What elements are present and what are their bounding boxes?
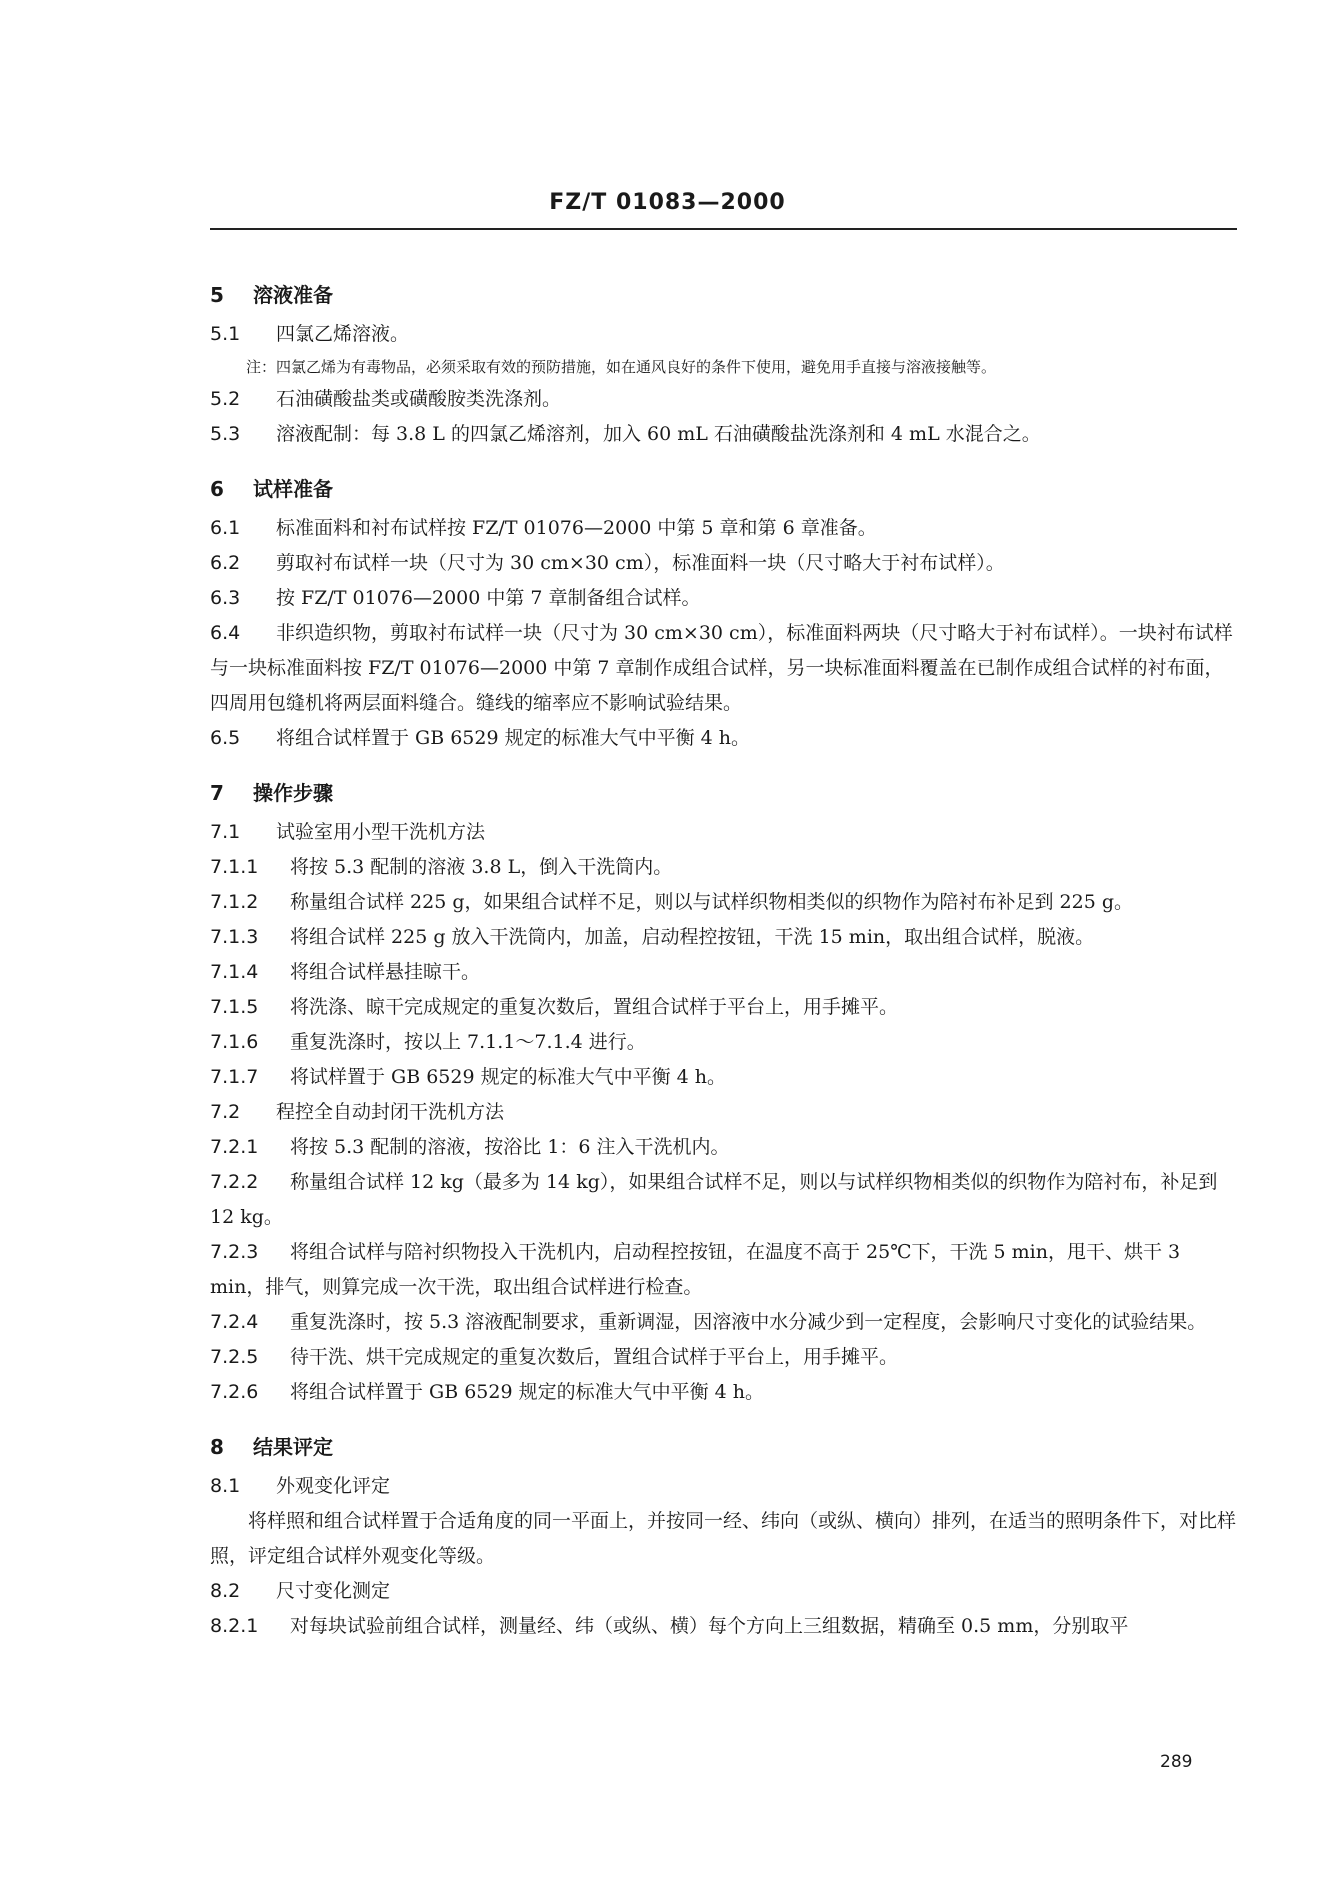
clause-number: 7.2.1 (210, 1136, 259, 1158)
clause-7-1 (210, 815, 1240, 850)
clause-text: 尺寸变化测定 (276, 1580, 391, 1602)
clause-7-2-2 (210, 1165, 1240, 1235)
clause-number: 7.1.6 (210, 1031, 259, 1053)
clause-text: 将组合试样置于 GB 6529 规定的标准大气中平衡 4 h。 (276, 727, 751, 749)
clause-text: 将组合试样 225 g 放入干洗筒内，加盖，启动程控按钮，干洗 15 min，取出组合试样，脱液。 (290, 926, 1095, 948)
clause-number: 6.5 (210, 727, 241, 749)
clause-6-5 (210, 721, 1240, 756)
clause-number: 7.2.6 (210, 1381, 259, 1403)
clause-5-2 (210, 382, 1240, 417)
clause-text: 称量组合试样 225 g，如果组合试样不足，则以与试样织物相类似的织物作为陪衬布补足到 225 g。 (290, 891, 1134, 913)
clause-8-1-paragraph: 将样照和组合试样置于合适角度的同一平面上，并按同一经、纬向（或纵、横向）排列，在适当的照明条件下，对比样照，评定组合试样外观变化等级。 (210, 1510, 1237, 1567)
clause-text: 对每块试验前组合试样，测量经、纬（或纵、横）每个方向上三组数据，精确至 0.5 mm，分别取平 (290, 1615, 1129, 1637)
document-body (210, 270, 1240, 1644)
clause-8-1 (210, 1469, 1240, 1504)
section-number: 8 (210, 1435, 224, 1459)
clause-text: 非织造织物，剪取衬布试样一块（尺寸为 30 cm×30 cm），标准面料两块（尺寸略大于衬布试样）。一块衬布试样与一块标准面料按 FZ/T 01076—2000 中第 7 章制作成组合试样，另一块标准面料覆盖在已制作成组合试样的衬布面，四周用包缝机将两层面料缝合。缝线的缩率应不影响试验结果。 (210, 622, 1233, 714)
clause-7-1-1 (210, 850, 1240, 885)
clause-text: 将组合试样悬挂晾干。 (290, 961, 481, 983)
section-number: 7 (210, 781, 224, 805)
section-6-heading (210, 472, 1240, 507)
clause-text: 重复洗涤时，按 5.3 溶液配制要求，重新调湿，因溶液中水分减少到一定程度，会影响尺寸变化的试验结果。 (290, 1311, 1207, 1333)
clause-text: 程控全自动封闭干洗机方法 (276, 1101, 505, 1123)
clause-number: 8.2 (210, 1580, 241, 1602)
clause-6-2 (210, 546, 1240, 581)
clause-text: 将洗涤、晾干完成规定的重复次数后，置组合试样于平台上，用手摊平。 (290, 996, 899, 1018)
clause-number: 7.2.5 (210, 1346, 259, 1368)
section-number: 6 (210, 477, 224, 501)
clause-number: 7.1.1 (210, 856, 259, 878)
clause-7-1-2 (210, 885, 1240, 920)
clause-number: 7.2 (210, 1101, 241, 1123)
clause-number: 7.1.2 (210, 891, 259, 913)
clause-number: 6.4 (210, 622, 241, 644)
clause-text: 将组合试样与陪衬织物投入干洗机内，启动程控按钮，在温度不高于 25℃下，干洗 5 min，甩干、烘干 3 min，排气，则算完成一次干洗，取出组合试样进行检查。 (210, 1241, 1181, 1298)
clause-text: 剪取衬布试样一块（尺寸为 30 cm×30 cm），标准面料一块（尺寸略大于衬布试样）。 (276, 552, 1005, 574)
clause-7-1-6 (210, 1025, 1240, 1060)
header-rule (210, 228, 1237, 230)
clause-text: 将试样置于 GB 6529 规定的标准大气中平衡 4 h。 (290, 1066, 727, 1088)
clause-7-1-7 (210, 1060, 1240, 1095)
clause-text: 称量组合试样 12 kg（最多为 14 kg），如果组合试样不足，则以与试样织物相类似的织物作为陪衬布，补足到 12 kg。 (210, 1171, 1218, 1228)
clause-number: 7.1.7 (210, 1066, 259, 1088)
page-number: 289 (1160, 1752, 1193, 1772)
clause-number: 7.1.5 (210, 996, 259, 1018)
clause-text: 重复洗涤时，按以上 7.1.1～7.1.4 进行。 (290, 1031, 646, 1053)
clause-number: 6.1 (210, 517, 241, 539)
clause-7-1-5 (210, 990, 1240, 1025)
section-title: 试样准备 (252, 477, 333, 501)
clause-text: 四氯乙烯溶液。 (276, 323, 410, 345)
clause-number: 7.1.3 (210, 926, 259, 948)
clause-number: 7.1.4 (210, 961, 259, 983)
clause-7-1-4 (210, 955, 1240, 990)
clause-number: 7.2.3 (210, 1241, 259, 1263)
section-title: 操作步骤 (252, 781, 333, 805)
clause-6-4 (210, 616, 1240, 721)
clause-7-2-3 (210, 1235, 1240, 1305)
clause-text: 将按 5.3 配制的溶液 3.8 L，倒入干洗筒内。 (290, 856, 673, 878)
clause-text: 将按 5.3 配制的溶液，按浴比 1：6 注入干洗机内。 (290, 1136, 730, 1158)
clause-number: 8.2.1 (210, 1615, 259, 1637)
clause-number: 7.2.4 (210, 1311, 259, 1333)
clause-text: 按 FZ/T 01076—2000 中第 7 章制备组合试样。 (276, 587, 701, 609)
clause-6-1 (210, 511, 1240, 546)
clause-number: 8.1 (210, 1475, 241, 1497)
section-number: 5 (210, 283, 224, 307)
clause-number: 5.2 (210, 388, 241, 410)
clause-text: 溶液配制：每 3.8 L 的四氯乙烯溶剂，加入 60 mL 石油磺酸盐洗涤剂和 4 mL 水混合之。 (276, 423, 1041, 445)
clause-text: 待干洗、烘干完成规定的重复次数后，置组合试样于平台上，用手摊平。 (290, 1346, 899, 1368)
clause-number: 5.1 (210, 323, 241, 345)
standard-code-header: FZ/T 01083—2000 (549, 190, 786, 215)
section-7-heading (210, 776, 1240, 811)
clause-text: 外观变化评定 (276, 1475, 391, 1497)
clause-number: 5.3 (210, 423, 241, 445)
clause-5-1 (210, 317, 1240, 352)
clause-8-2 (210, 1574, 1240, 1609)
section-title: 溶液准备 (252, 283, 333, 307)
clause-number: 6.3 (210, 587, 241, 609)
clause-number: 6.2 (210, 552, 241, 574)
section-title: 结果评定 (252, 1435, 333, 1459)
section-8-heading (210, 1430, 1240, 1465)
clause-text: 将组合试样置于 GB 6529 规定的标准大气中平衡 4 h。 (290, 1381, 765, 1403)
clause-text: 标准面料和衬布试样按 FZ/T 01076—2000 中第 5 章和第 6 章准备。 (276, 517, 877, 539)
clause-8-2-1 (210, 1609, 1240, 1644)
section-5-heading (210, 278, 1240, 313)
clause-7-2-1 (210, 1130, 1240, 1165)
clause-text: 石油磺酸盐类或磺酸胺类洗涤剂。 (276, 388, 562, 410)
clause-text: 试验室用小型干洗机方法 (276, 821, 486, 843)
clause-7-1-3 (210, 920, 1240, 955)
note-5-1: 注：四氯乙烯为有毒物品，必须采取有效的预防措施，如在通风良好的条件下使用，避免用手直接与溶液接触等。 (246, 358, 997, 376)
clause-5-3 (210, 417, 1240, 452)
clause-7-2 (210, 1095, 1240, 1130)
clause-7-2-6 (210, 1375, 1240, 1410)
clause-7-2-4 (210, 1305, 1240, 1340)
clause-number: 7.2.2 (210, 1171, 259, 1193)
clause-number: 7.1 (210, 821, 241, 843)
clause-6-3 (210, 581, 1240, 616)
clause-7-2-5 (210, 1340, 1240, 1375)
